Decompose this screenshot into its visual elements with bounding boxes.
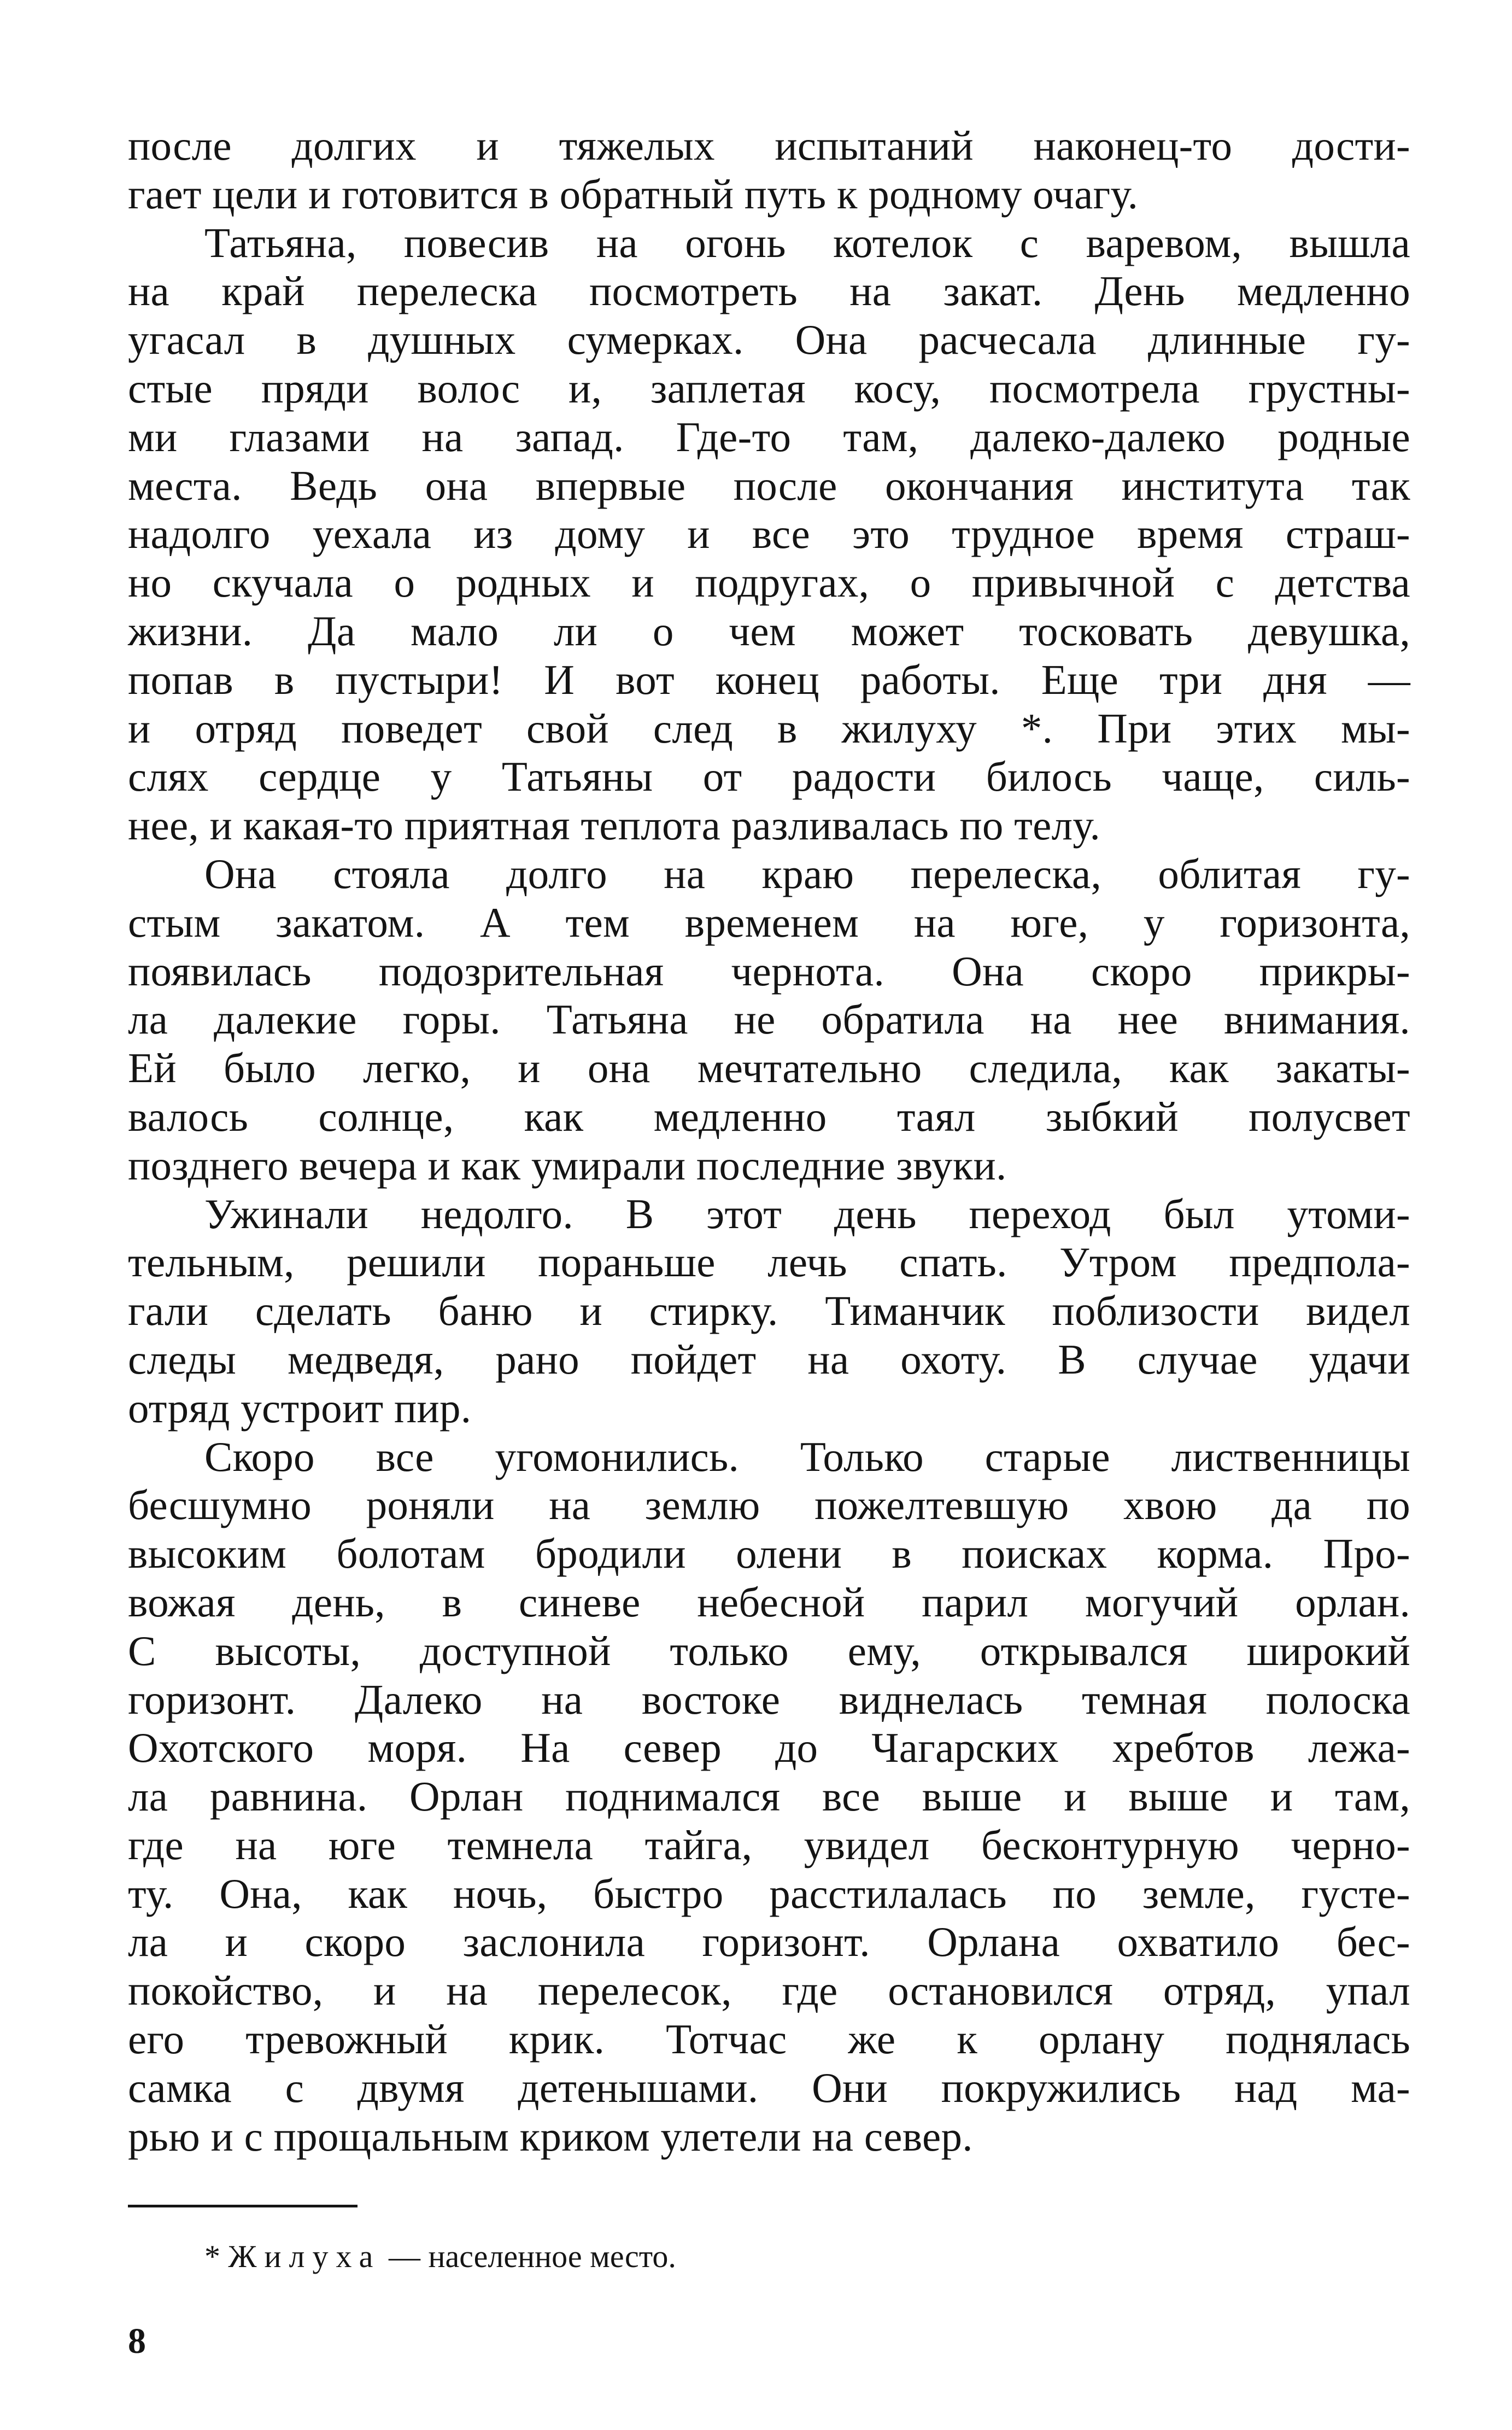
- text-line: угасал в душных сумерках. Она расчесала длинные гу-: [128, 316, 1410, 364]
- text-line: бесшумно роняли на землю пожелтевшую хвою да по: [128, 1481, 1410, 1529]
- text-line: самка с двумя детенышами. Они покружились над ма-: [128, 2064, 1410, 2111]
- text-line: но скучала о родных и подругах, о привычной с детства: [128, 559, 1410, 606]
- page-number: 8: [128, 2321, 146, 2361]
- text-line: следы медведя, рано пойдет на охоту. В случае удачи: [128, 1335, 1410, 1383]
- paragraph-start: Она стояла долго на краю перелеска, облитая гу-: [204, 850, 1410, 897]
- text-line: места. Ведь она впервые после окончания института так: [128, 462, 1410, 509]
- text-line: жизни. Да мало ли о чем может тосковать девушка,: [128, 607, 1410, 655]
- text-line: Охотского моря. На север до Чагарских хребтов лежа-: [128, 1724, 1410, 1772]
- text-line: С высоты, доступной только ему, открывался широкий: [128, 1627, 1410, 1674]
- text-line: горизонт. Далеко на востоке виднелась темная полоска: [128, 1675, 1410, 1723]
- text-line: слях сердце у Татьяны от радости билось чаще, силь-: [128, 753, 1410, 801]
- paragraph-start: Татьяна, повесив на огонь котелок с варевом, вышла: [204, 219, 1410, 266]
- book-page: [128, 121, 1410, 2363]
- text-line: появилась подозрительная чернота. Она скоро прикры-: [128, 947, 1410, 995]
- text-line: покойство, и на перелесок, где остановился отряд, упал: [128, 1967, 1410, 2014]
- text-line: тельным, решили пораньше лечь спать. Утром предпола-: [128, 1239, 1410, 1286]
- text-line: ту. Она, как ночь, быстро расстилалась по земле, густе-: [128, 1870, 1410, 1917]
- text-line: ми глазами на запад. Где-то там, далеко-далеко родные: [128, 413, 1410, 460]
- text-line: после долгих и тяжелых испытаний наконец-то дости-: [128, 122, 1410, 169]
- text-line: на край перелеска посмотреть на закат. День медленно: [128, 267, 1410, 315]
- text-line: нее, и какая-то приятная теплота разливалась по телу.: [128, 802, 1101, 849]
- footnote-divider: [128, 2205, 358, 2207]
- text-line: стым закатом. А тем временем на юге, у горизонта,: [128, 898, 1410, 946]
- text-line: где на юге темнела тайга, увидел бесконтурную черно-: [128, 1821, 1410, 1868]
- paragraph-start: Скоро все угомонились. Только старые лиственницы: [204, 1433, 1410, 1480]
- text-line: надолго уехала из дому и все это трудное время страш-: [128, 510, 1410, 558]
- text-line: позднего вечера и как умирали последние звуки.: [128, 1141, 1007, 1189]
- footnote: [204, 2238, 676, 2276]
- text-line: Ей было легко, и она мечтательно следила, как закаты-: [128, 1044, 1410, 1092]
- paragraph-start: Ужинали недолго. В этот день переход был утоми-: [204, 1190, 1410, 1237]
- text-line: ла и скоро заслонила горизонт. Орлана охватило бес-: [128, 1918, 1410, 1966]
- text-line-with-footnote-mark: и отряд поведет свой след в жилуху *. При этих мы-: [128, 704, 1410, 752]
- text-line: стые пряди волос и, заплетая косу, посмотрела грустны-: [128, 364, 1410, 412]
- text-line: высоким болотам бродили олени в поисках корма. Про-: [128, 1530, 1410, 1578]
- footnote-term: Жилуха: [228, 2239, 381, 2274]
- footnote-marker: *: [204, 2239, 220, 2274]
- body-text: [128, 121, 1410, 2160]
- text-line: ла равнина. Орлан поднимался все выше и выше и там,: [128, 1773, 1410, 1820]
- text-line: вожая день, в синеве небесной парил могучий орлан.: [128, 1578, 1410, 1626]
- text-line: попав в пустыри! И вот конец работы. Еще три дня —: [128, 656, 1410, 703]
- text-line: ла далекие горы. Татьяна не обратила на нее внимания.: [128, 996, 1410, 1043]
- text-line: гали сделать баню и стирку. Тиманчик поблизости видел: [128, 1287, 1410, 1335]
- text-line: рью и с прощальным криком улетели на север.: [128, 2112, 973, 2160]
- text-line: его тревожный крик. Тотчас же к орлану поднялась: [128, 2016, 1410, 2063]
- footnote-definition: — населенное место.: [388, 2239, 676, 2274]
- text-line: валось солнце, как медленно таял зыбкий полусвет: [128, 1093, 1410, 1140]
- text-line: гает цели и готовится в обратный путь к родному очагу.: [128, 170, 1139, 218]
- text-line: отряд устроит пир.: [128, 1384, 472, 1432]
